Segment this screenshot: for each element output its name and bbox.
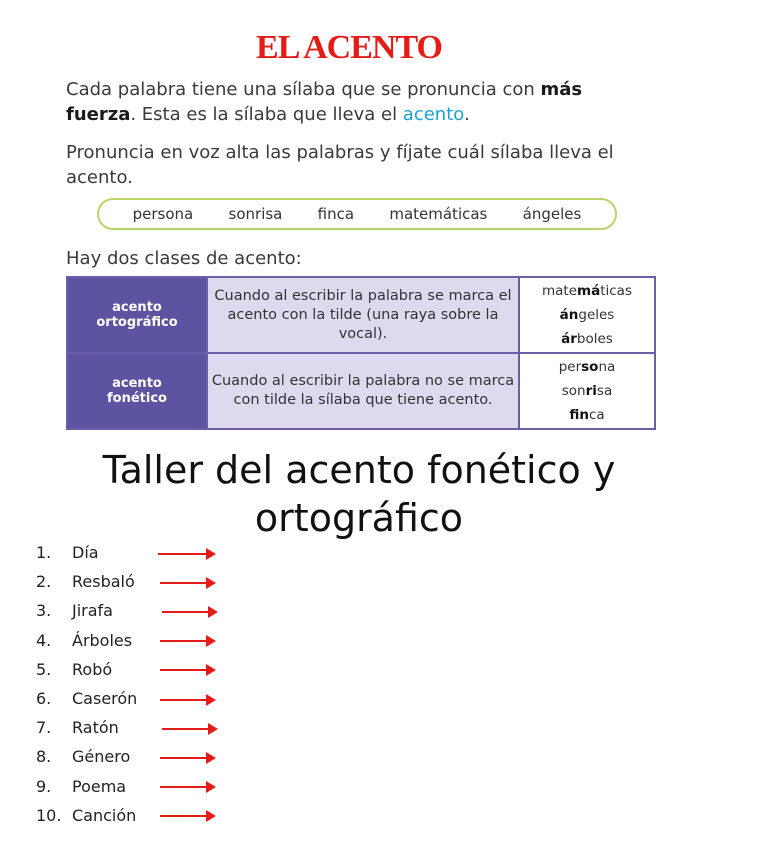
table-row-description: Cuando al escribir la palabra no se marca con tilde la sílaba que tiene acento. <box>207 353 519 429</box>
list-number: 5. <box>36 659 52 679</box>
list-word: Jirafa <box>72 601 113 621</box>
example-entry: finca <box>569 407 605 423</box>
instruction-paragraph: Pronuncia en voz alta las palabras y fíjate cuál sílaba lleva el acento. <box>66 142 614 188</box>
red-arrow-icon <box>160 815 214 817</box>
row-head-line: fonético <box>107 391 167 406</box>
example-word: sonrisa <box>228 205 283 223</box>
list-word: Día <box>72 543 99 563</box>
page-title: EL ACENTO <box>256 29 442 66</box>
table-row-head <box>67 277 207 353</box>
table-row <box>67 353 655 429</box>
workshop-title-line: ortográfico <box>254 496 464 540</box>
word-list <box>36 538 137 830</box>
accent-types-table <box>66 276 656 430</box>
example-word: finca <box>317 205 355 223</box>
list-word: Árboles <box>72 630 133 650</box>
list-word: Robó <box>72 659 113 679</box>
list-item <box>36 538 137 567</box>
red-arrow-icon <box>160 582 214 584</box>
intro-paragraph <box>66 77 646 127</box>
red-arrow-icon <box>160 786 214 788</box>
table-row-description: Cuando al escribir la palabra se marca el acento con la tilde (una raya sobre la vocal). <box>207 277 519 353</box>
table-row-examples <box>519 277 655 353</box>
row-head-line: acento <box>112 300 162 315</box>
list-word: Canción <box>72 805 137 825</box>
list-item <box>36 772 137 801</box>
list-item <box>36 596 137 625</box>
list-number: 3. <box>36 601 52 621</box>
intro-text-2: . Esta es la sílaba que lleva el <box>130 104 403 125</box>
list-item <box>36 567 137 596</box>
list-word: Resbaló <box>72 572 135 592</box>
example-word: persona <box>132 205 194 223</box>
list-word: Ratón <box>72 718 119 738</box>
list-item <box>36 801 137 830</box>
list-item <box>36 626 137 655</box>
example-words-box <box>97 198 617 230</box>
example-word: matemáticas <box>389 205 488 223</box>
list-number: 6. <box>36 689 52 709</box>
intro-text-1: Cada palabra tiene una sílaba que se pronuncia con <box>66 79 541 100</box>
workshop-title <box>0 446 718 542</box>
intro-text-3: . <box>463 104 470 125</box>
list-word: Género <box>72 747 131 767</box>
intro-accent-word: acento <box>402 104 464 125</box>
list-item <box>36 742 137 771</box>
list-number: 9. <box>36 776 52 796</box>
classes-intro: Hay dos clases de acento: <box>66 248 302 269</box>
list-number: 7. <box>36 718 52 738</box>
red-arrow-icon <box>158 553 214 555</box>
example-entry: árboles <box>561 331 613 347</box>
row-head-line: acento <box>112 376 162 391</box>
list-number: 10. <box>36 805 62 825</box>
example-word: ángeles <box>522 205 582 223</box>
list-number: 1. <box>36 543 52 563</box>
table-row <box>67 277 655 353</box>
row-head-line: ortográfico <box>96 315 178 330</box>
example-entry: sonrisa <box>561 383 613 399</box>
red-arrow-icon <box>162 728 216 730</box>
table-row-examples <box>519 353 655 429</box>
red-arrow-icon <box>162 611 216 613</box>
list-word: Caserón <box>72 689 138 709</box>
list-number: 2. <box>36 572 52 592</box>
list-item <box>36 655 137 684</box>
red-arrow-icon <box>160 640 214 642</box>
example-entry: persona <box>558 359 616 375</box>
list-number: 4. <box>36 630 52 650</box>
table-row-head <box>67 353 207 429</box>
example-entry: ángeles <box>559 307 615 323</box>
red-arrow-icon <box>160 699 214 701</box>
list-item <box>36 684 137 713</box>
example-entry: matemáticas <box>542 283 632 299</box>
intro-bold: más fuerza <box>66 79 583 125</box>
red-arrow-icon <box>160 669 214 671</box>
list-item <box>36 713 137 742</box>
red-arrow-icon <box>160 757 214 759</box>
list-number: 8. <box>36 747 52 767</box>
list-word: Poema <box>72 776 127 796</box>
workshop-title-line: Taller del acento fonético y <box>102 448 616 492</box>
